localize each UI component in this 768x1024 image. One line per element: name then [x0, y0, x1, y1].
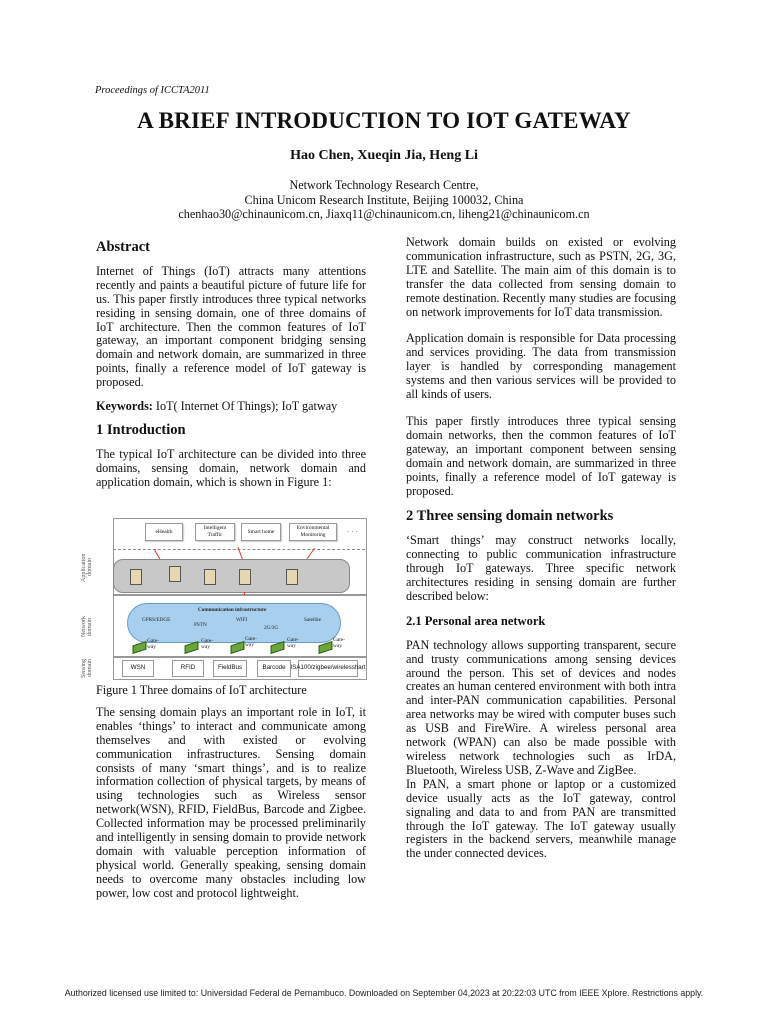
right-column [406, 236, 676, 861]
sensing-tag-isa100: ISA100/zigbee/wirelesshart [298, 660, 358, 677]
keywords [96, 400, 366, 414]
network-domain-text: Network domain builds on existed or evolving communication infrastructure, such as PSTN, 2G, 3G, LTE and Satellite. The main aim of this domain is to transfer the data collected from sensing domain to remote destination. Recently many studies are focusing on network improvements for IoT data transmission. [406, 235, 676, 319]
gateway-label: Gate-way [333, 637, 345, 649]
section2-text: ‘Smart things’ may construct networks locally, connecting to public communication infrastructure through IoT gateways. Three specific network architectures residing in sensing domain are further described below: [406, 533, 676, 603]
sensing-tag-barcode: Barcode [257, 660, 291, 677]
pan-text-1: PAN technology allows supporting transparent, secure and trusty communications among sensing devices around the person. This set of devices and nodes creates an human centered environment with both intra and inter-PAN communication capabilities. Personal area networks may be wired with computer buses such as USB and FireWire. A wireless personal area network (WPAN) can also be made possible with wireless network technologies such as IrDA, Bluetooth, Wireless USB, Z-Wave and ZigBee. [406, 637, 676, 777]
app-tag-ehealth: eHealth [145, 523, 183, 541]
sensing-tag-wsn: WSN [122, 660, 154, 677]
section21-heading: 2.1 Personal area network [406, 613, 546, 628]
gateway-label: Gate-way [147, 638, 159, 650]
keywords-text: IoT( Internet Of Things); IoT gatway [152, 399, 338, 414]
server-band [113, 559, 350, 593]
communication-cloud [127, 603, 341, 643]
app-tag-environmental: Environmental Monitoring [289, 523, 337, 541]
application-domain-text: Application domain is responsible for Data processing and services providing. The data from transmission layer is handled by corresponding management systems and then various services will be provided to all kinds of users. [406, 331, 676, 402]
abstract-text: Internet of Things (IoT) attracts many attentions recently and paints a beautiful picture of future life for us. This paper firstly introduces three typical networks residing in sensing domain, one of three domains of IoT architecture. Then the common features of IoT gateway, an important component bridging sensing domain and network domain, are summarized in three points, finally a reference model of IoT gateway is proposed. [96, 263, 366, 390]
affiliation [0, 178, 768, 222]
cloud-label: 2G/3G [264, 625, 279, 631]
sensing-tag-rfid: RFID [172, 660, 204, 677]
cloud-label: Satellite [304, 617, 321, 623]
cloud-label: WIFI [236, 617, 248, 623]
author-emails: chenhao30@chinaunicom.cn, Jiaxq11@chinaunicom.cn, liheng21@chinaunicom.cn [178, 207, 590, 221]
server-icon [239, 569, 251, 585]
keywords-label: Keywords: [96, 399, 153, 414]
abstract-heading: Abstract [96, 239, 150, 255]
authors: Hao Chen, Xueqin Jia, Heng Li [290, 148, 478, 163]
figure-caption: Figure 1 Three domains of IoT architecture [96, 683, 307, 697]
server-icon [169, 566, 181, 582]
paper-title: A BRIEF INTRODUCTION TO IOT GATEWAY [137, 108, 631, 133]
cloud-title: Communication infrastructure [198, 607, 267, 613]
server-icon [286, 569, 298, 585]
cloud-label: GPRS/EDGE [142, 617, 171, 623]
introduction-heading: 1 Introduction [96, 421, 186, 438]
affiliation-line: China Unicom Research Institute, Beijing 100032, China [244, 192, 524, 207]
license-footer: Authorized licensed use limited to: Universidad Federal de Pernambuco. Downloaded on September 04,2023 at 20:22:03 UTC from IEEE Xplore. Restrictions apply. [64, 988, 704, 998]
gateway-label: Gate-way [287, 637, 299, 649]
section2-heading: 2 Three sensing domain networks [406, 508, 614, 525]
sensing-domain-text: The sensing domain plays an important role in IoT, it enables ‘things’ to interact and communicate among themselves and with existed or evolving communication infrastructures. Sensing domain consists of many ‘smart things’, and is to realize information collection of physical targets, by means of using technologies such as Wireless sensor network(WSN), RFID, FieldBus, Barcode and Zigbee. Collected information may be processed preliminarily and intelligently in sensing domain to provide network domain with valuable perception information of physical world. Generally speaking, sensing domain needs to overcome many obstacles including low power, low cost and protocol lightweight. [96, 704, 366, 900]
gateway-label: Gate-way [245, 636, 257, 648]
server-icon [130, 569, 142, 585]
network-domain-label: Network domain [81, 616, 93, 638]
server-icon [204, 569, 216, 585]
proceedings-label: Proceedings of ICCTA2011 [95, 85, 210, 96]
paper-overview-text: This paper firstly introduces three typical sensing domain networks, then the common features of IoT gateway, an important component between sensing domain and network domain, are summarized in three points, finally a reference model of IoT gateway is proposed. [406, 413, 676, 498]
left-column-top [96, 241, 366, 490]
cloud-label: PSTN [194, 622, 207, 628]
gateway-label: Gate-way [201, 638, 213, 650]
affiliation-line: Network Technology Research Centre, [289, 178, 479, 192]
application-domain-label: Application domain [81, 553, 93, 582]
sensing-tag-fieldbus: FieldBus [213, 660, 247, 677]
more-apps-ellipsis: · · · [347, 528, 358, 536]
figure-iot-architecture [81, 515, 366, 680]
introduction-text: The typical IoT architecture can be divided into three domains, sensing domain, network domain and application domain, which is shown in Figure 1: [96, 446, 366, 489]
left-column-bottom [96, 684, 366, 901]
app-tag-smarthome: Smart home [241, 523, 281, 541]
sensing-domain-label: Sensing domain [81, 658, 93, 678]
app-tag-traffic: Intelligent Traffic [195, 523, 235, 541]
pan-text-2: In PAN, a smart phone or laptop or a customized device usually acts as the IoT gateway, control signaling and data to and from PAN are transmitted through the IoT gateway. The IoT gateway usually registers in the backend servers, meanwhile manage the under connected devices. [406, 776, 676, 861]
